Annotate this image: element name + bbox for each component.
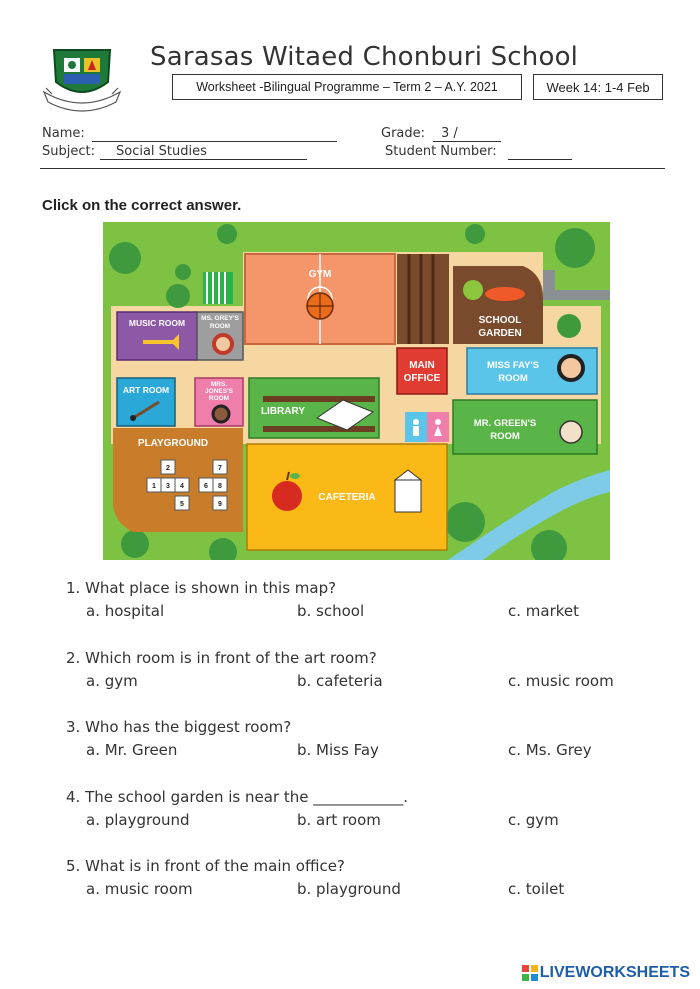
question-number: 5.	[66, 857, 81, 875]
q2-option-c[interactable]: c. music room	[508, 672, 614, 690]
hopscotch-number: 8	[218, 483, 222, 490]
question-text: Which room is in front of the art room?	[85, 649, 377, 667]
ms-grey-avatar-icon	[214, 335, 232, 353]
tree	[175, 264, 191, 280]
q1-option-a[interactable]: a. hospital	[86, 602, 165, 620]
map-label-main-office-2: OFFICE	[403, 373, 441, 384]
instruction-text: Click on the correct answer.	[42, 197, 242, 214]
map-label-main-office-1: MAIN	[409, 360, 435, 371]
liveworksheets-footer[interactable]	[522, 964, 690, 982]
map-label-art-room: ART ROOM	[122, 385, 170, 395]
question-text: Who has the biggest room?	[85, 718, 292, 736]
q4-option-a[interactable]: a. playground	[86, 811, 190, 829]
map-label-mrs-jones-1: MRS.	[210, 381, 228, 388]
footer-brand: LIVEWORKSHEETS	[539, 964, 690, 981]
tree	[121, 530, 149, 558]
grade-value: 3 /	[441, 126, 458, 141]
tree	[166, 284, 190, 308]
q3-option-c[interactable]: c. Ms. Grey	[508, 741, 592, 759]
map-label-miss-fay-2: ROOM	[498, 373, 528, 384]
q3-option-a[interactable]: a. Mr. Green	[86, 741, 178, 759]
q1-option-b[interactable]: b. school	[297, 602, 365, 620]
cabbage-icon	[463, 280, 483, 300]
question-3	[66, 718, 291, 736]
tree	[109, 242, 141, 274]
hopscotch-number: 6	[204, 483, 208, 490]
map-label-miss-fay-1: MISS FAY'S	[486, 360, 540, 371]
grade-label: Grade:	[381, 126, 426, 141]
question-text: What place is shown in this map?	[85, 579, 337, 597]
name-label: Name:	[42, 126, 85, 141]
miss-fay-avatar-icon	[559, 356, 583, 380]
hopscotch-number: 7	[218, 465, 222, 472]
school-crest-icon	[42, 44, 122, 114]
question-text: What is in front of the main office?	[85, 857, 345, 875]
hopscotch-number: 2	[166, 465, 170, 472]
question-number: 4.	[66, 788, 81, 806]
map-label-gym: GYM	[308, 269, 332, 280]
milk-carton-icon	[395, 480, 421, 512]
map-label-cafeteria: CAFETERIA	[318, 492, 376, 503]
q5-option-c[interactable]: c. toilet	[508, 880, 565, 898]
hopscotch-number: 5	[180, 501, 184, 508]
question-4	[66, 788, 408, 806]
q5-option-b[interactable]: b. playground	[297, 880, 401, 898]
liveworksheets-logo-icon	[522, 965, 538, 981]
hopscotch-number: 1	[152, 483, 156, 490]
map-label-mr-green-1: MR. GREEN'S	[473, 418, 537, 429]
question-number: 3.	[66, 718, 81, 736]
map-label-ms-grey-1: MS. GREY'S	[201, 315, 239, 322]
map-label-playground: PLAYGROUND	[137, 438, 209, 449]
q2-option-b[interactable]: b. cafeteria	[297, 672, 383, 690]
tree	[217, 224, 237, 244]
map-label-ms-grey-2: ROOM	[209, 323, 231, 330]
map-label-mr-green-2: ROOM	[490, 431, 520, 442]
map-label-school-garden-1: SCHOOL	[478, 315, 522, 326]
header-divider	[40, 168, 665, 169]
map-label-mrs-jones-2: JONES'S	[205, 388, 233, 395]
mrs-jones-avatar-icon	[213, 406, 229, 422]
hopscotch-number: 3	[166, 483, 170, 490]
carrot-icon	[485, 287, 525, 301]
map-label-music-room: MUSIC ROOM	[128, 318, 186, 328]
girl-restroom-icon	[435, 419, 441, 425]
subject-label: Subject:	[42, 144, 95, 159]
q2-option-a[interactable]: a. gym	[86, 672, 138, 690]
subject-line	[100, 159, 307, 160]
student-number-label: Student Number:	[385, 144, 497, 159]
hopscotch-number: 9	[218, 501, 222, 508]
student-number-line[interactable]	[508, 159, 572, 160]
school-name: Sarasas Witaed Chonburi School	[150, 42, 579, 72]
question-number: 2.	[66, 649, 81, 667]
q4-option-b[interactable]: b. art room	[297, 811, 381, 829]
mr-green-avatar-icon	[560, 421, 582, 443]
map-label-mrs-jones-3: ROOM	[208, 395, 230, 402]
boy-restroom-icon	[413, 419, 419, 425]
subject-value: Social Studies	[116, 144, 207, 159]
tree	[465, 224, 485, 244]
name-input-line[interactable]	[92, 141, 337, 142]
question-5	[66, 857, 345, 875]
map-room-main-office	[397, 348, 447, 394]
q1-option-c[interactable]: c. market	[508, 602, 580, 620]
tree	[555, 228, 595, 268]
q5-option-a[interactable]: a. music room	[86, 880, 193, 898]
question-1	[66, 579, 336, 597]
q4-option-c[interactable]: c. gym	[508, 811, 559, 829]
grade-line[interactable]	[433, 141, 501, 142]
map-label-library: LIBRARY	[260, 406, 306, 417]
apple-icon	[272, 481, 302, 511]
map-stairs	[397, 254, 449, 344]
hopscotch-number: 4	[180, 483, 184, 490]
week-label: Week 14: 1-4 Feb	[533, 74, 663, 100]
worksheet-subtitle: Worksheet -Bilingual Programme – Term 2 – A.Y. 2021	[172, 74, 522, 100]
question-text: The school garden is near the ____________.	[85, 788, 409, 806]
tree	[557, 314, 581, 338]
tree	[445, 502, 485, 542]
question-number: 1.	[66, 579, 81, 597]
q3-option-b[interactable]: b. Miss Fay	[297, 741, 379, 759]
map-label-school-garden-2: GARDEN	[478, 328, 522, 339]
question-2	[66, 649, 377, 667]
school-map	[103, 222, 610, 560]
